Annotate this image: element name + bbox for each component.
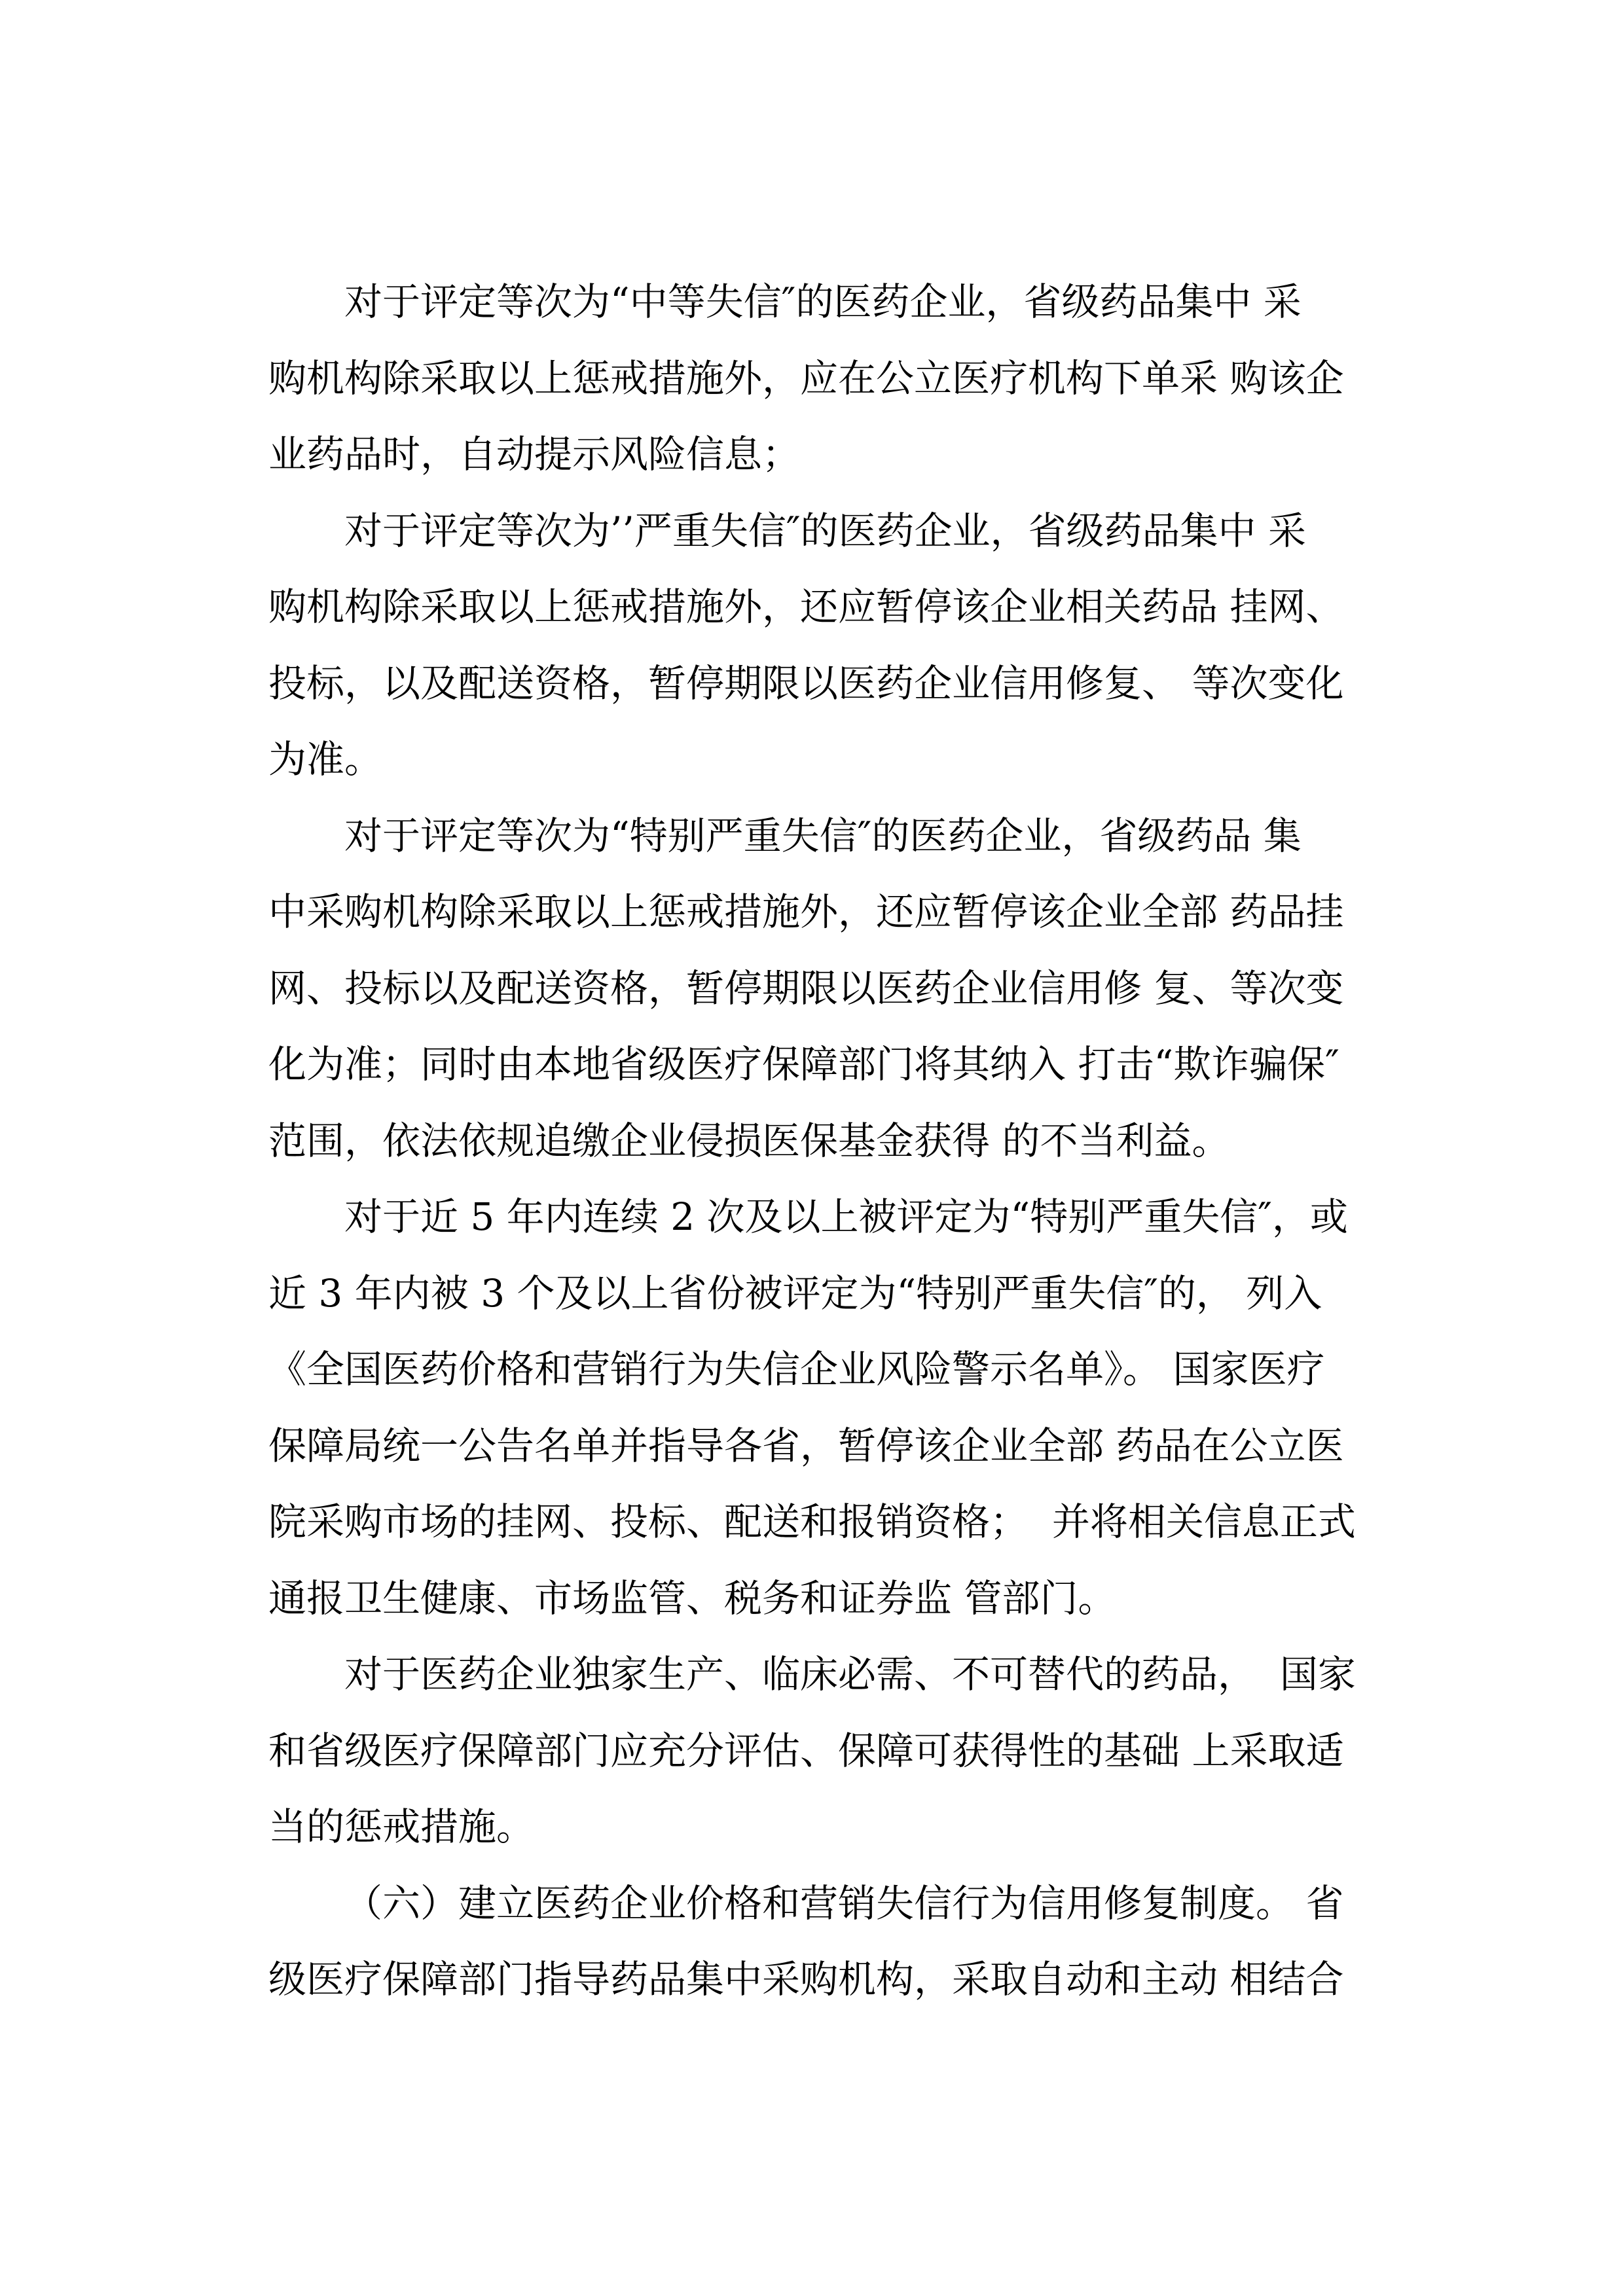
- text-line: 《全国医药价格和营销行为失信企业风险警示名单》。 国家医疗: [268, 1347, 1325, 1391]
- text-line: 投标，以及配送资格，暂停期限以医药企业信用修复、 等次变化: [268, 660, 1344, 706]
- text-line: 近 3 年内被 3 个及以上省份被评定为“特别严重失信″的， 列入: [268, 1270, 1322, 1316]
- text-line: 保障局统一公告名单并指导各省，暂停该企业全部 药品在公立医: [268, 1423, 1344, 1468]
- text-line: 对于评定等次为“中等失信″的医药企业，省级药品集中 采: [344, 279, 1302, 324]
- text-line: 中采购机构除采取以上惩戒措施外，还应暂停该企业全部 药品挂: [268, 889, 1344, 934]
- text-line: 通报卫生健康、市场监管、税务和证券监 管部门。: [268, 1575, 1116, 1621]
- text-line: （六）建立医药企业价格和营销失信行为信用修复制度。 省: [344, 1880, 1344, 1926]
- text-line: 范围，依法依规追缴企业侵损医保基金获得 的不当利益。: [268, 1118, 1230, 1163]
- paragraph: [268, 1636, 1356, 1865]
- text-line: 购机构除采取以上惩戒措施外，应在公立医疗机构下单采 购该企: [268, 355, 1344, 401]
- text-line: 网、投标以及配送资格，暂停期限以医药企业信用修 复、等次变: [268, 965, 1344, 1011]
- text-line: 对于近 5 年内连续 2 次及以上被评定为“特别严重失信″，或: [344, 1194, 1348, 1239]
- text-line: 对于评定等次为’’严重失信″的医药企业，省级药品集中 采: [344, 508, 1306, 553]
- text-line: 为准。: [268, 737, 383, 781]
- document-body: [268, 264, 1356, 2018]
- text-line: 对于医药企业独家生产、临床必需、不可替代的药品， 国家: [344, 1652, 1356, 1696]
- text-line: 对于评定等次为“特别严重失信″的医药企业，省级药品 集: [344, 813, 1302, 858]
- text-line: 购机构除采取以上惩戒措施外，还应暂停该企业相关药品 挂网、: [268, 584, 1344, 629]
- paragraph: [268, 1865, 1342, 2018]
- paragraph: [268, 493, 1342, 798]
- text-line: 和省级医疗保障部门应充分评估、保障可获得性的基础 上采取适: [268, 1728, 1344, 1773]
- paragraph: [268, 264, 1342, 493]
- text-line: 级医疗保障部门指导药品集中采购机构，采取自动和主动 相结合: [268, 1957, 1344, 2001]
- paragraph: [268, 1179, 1356, 1636]
- paragraph: [268, 798, 1342, 1179]
- text-line: 化为准；同时由本地省级医疗保障部门将其纳入 打击“欺诈骗保″: [268, 1042, 1339, 1086]
- text-line: 院采购市场的挂网、投标、配送和报销资格； 并将相关信息正式: [268, 1499, 1356, 1544]
- text-line: 业药品时，自动提示风险信息；: [268, 432, 801, 476]
- text-line: 当的惩戒措施。: [268, 1804, 535, 1849]
